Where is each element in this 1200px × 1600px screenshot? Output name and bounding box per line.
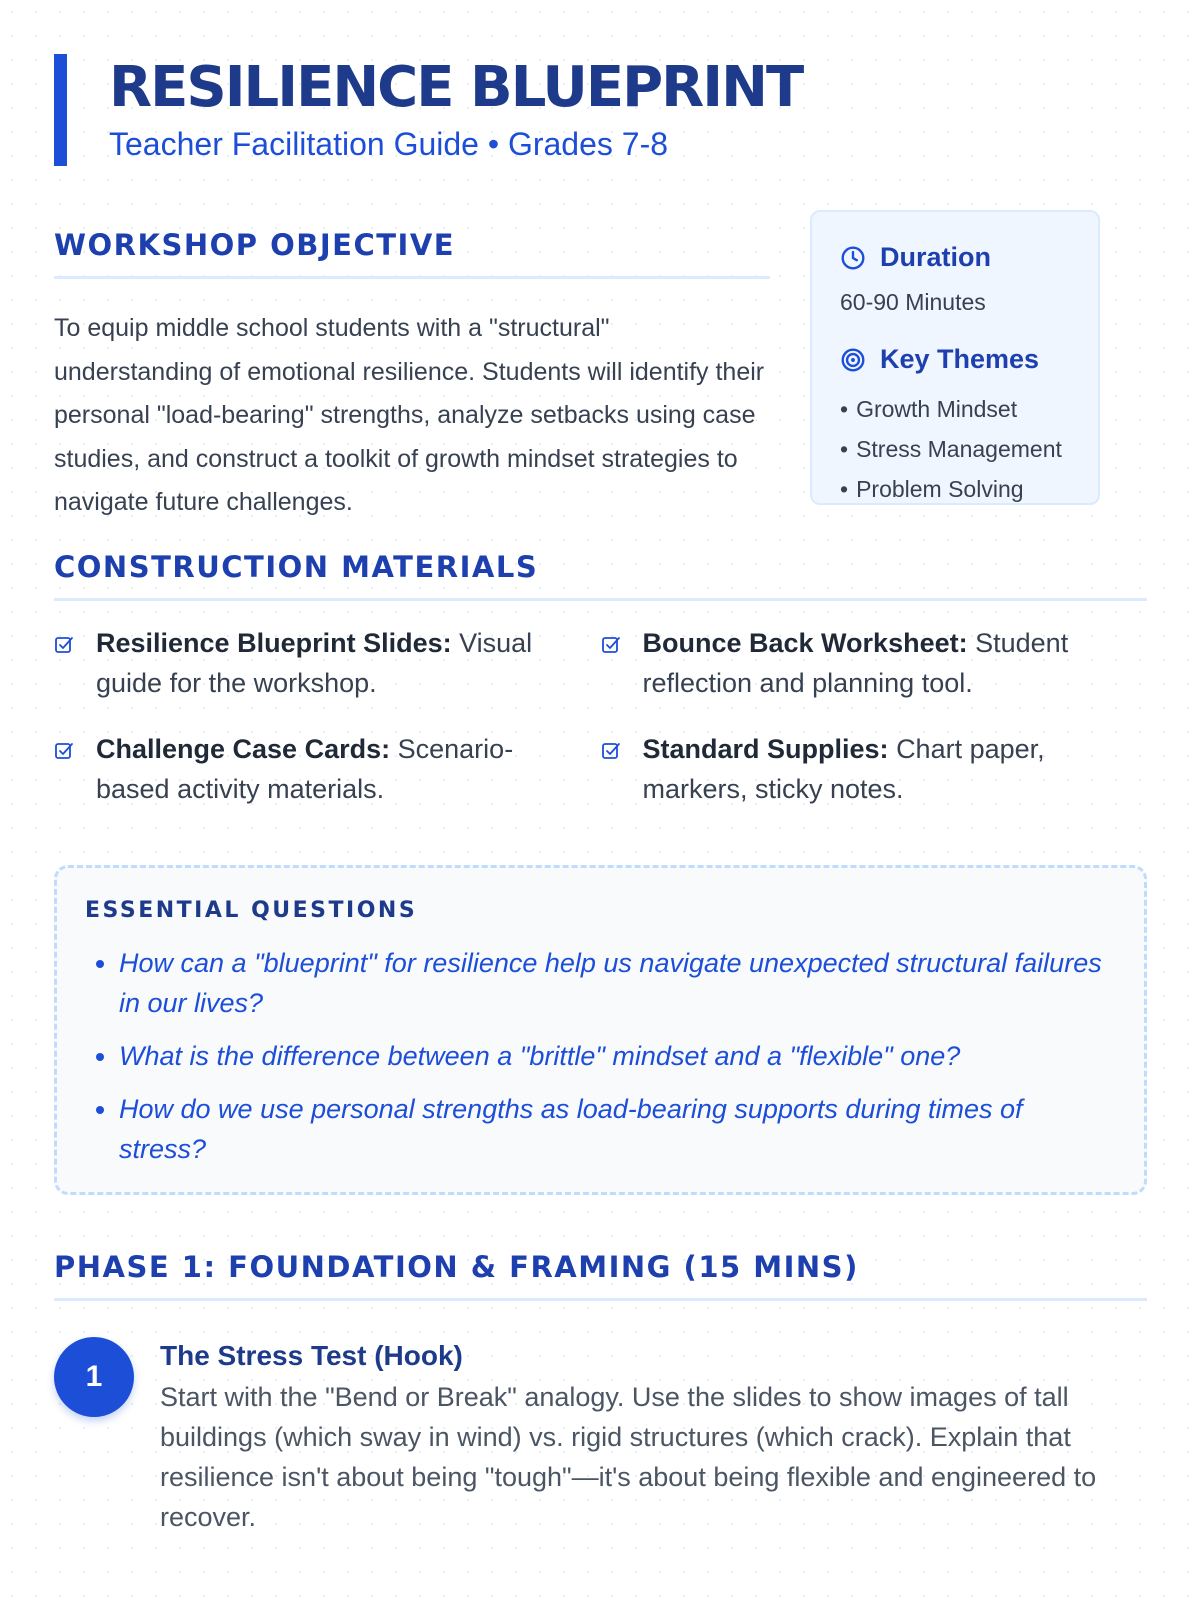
themes-label: Key Themes xyxy=(880,344,1040,374)
workshop-objective xyxy=(54,228,770,525)
materials-grid xyxy=(54,623,1147,835)
step-body xyxy=(160,1337,1147,1537)
construction-materials xyxy=(54,550,1147,835)
questions-list xyxy=(85,943,1116,1169)
essential-questions xyxy=(54,865,1147,1195)
question-item: • How can a "blueprint" for resilience help us navigate unexpected structural failures in our lives? xyxy=(119,943,1116,1023)
material-name: Bounce Back Worksheet: xyxy=(642,628,968,658)
questions-heading: ESSENTIAL QUESTIONS xyxy=(85,898,418,923)
duration-value: 60-90 Minutes xyxy=(840,289,986,315)
materials-heading: CONSTRUCTION MATERIALS xyxy=(54,550,1147,601)
step-description: Start with the "Bend or Break" analogy. Use the slides to show images of tall buildings (which sway in wind) vs. rigid structures (which crack). Explain that resilience isn't about being "tough"—it's about being flexible and engineered to recover. xyxy=(160,1382,1097,1532)
phase-heading: PHASE 1: FOUNDATION & FRAMING (15 MINS) xyxy=(54,1250,1147,1301)
checkbox-icon xyxy=(601,635,621,655)
step-title: The Stress Test (Hook) xyxy=(160,1340,463,1371)
material-item xyxy=(54,623,601,703)
material-item xyxy=(54,729,601,809)
page-subtitle: Teacher Facilitation Guide • Grades 7-8 xyxy=(109,126,669,162)
material-desc: Visual guide for the workshop. xyxy=(96,628,533,698)
page-header xyxy=(54,54,1147,166)
material-text xyxy=(96,623,601,703)
theme-item: • Problem Solving xyxy=(840,469,1098,509)
material-desc: Chart paper, markers, sticky notes. xyxy=(642,734,1045,804)
step-item xyxy=(54,1337,1147,1537)
checkbox-icon xyxy=(54,741,74,761)
objective-heading: WORKSHOP OBJECTIVE xyxy=(54,228,770,279)
material-desc: Student reflection and planning tool. xyxy=(642,628,1069,698)
question-item: • What is the difference between a "brittle" mindset and a "flexible" one? xyxy=(119,1036,1116,1076)
question-item: • How do we use personal strengths as load-bearing supports during times of stress? xyxy=(119,1089,1116,1169)
material-name: Standard Supplies: xyxy=(642,734,889,764)
material-text xyxy=(643,729,1148,809)
objective-text: To equip middle school students with a "structural" understanding of emotional resilience. Students will identify their personal "load-bearing" strengths, analyze setbacks using case studies, and construct a toolkit of growth mindset strategies to navigate future challenges. xyxy=(54,314,765,516)
theme-item: • Stress Management xyxy=(840,429,1098,469)
material-name: Resilience Blueprint Slides: xyxy=(96,628,452,658)
material-item xyxy=(601,623,1148,703)
themes-header xyxy=(840,344,1098,375)
accent-bar xyxy=(54,54,67,166)
duration-header xyxy=(840,242,1098,273)
material-item xyxy=(601,729,1148,809)
material-text xyxy=(96,729,601,809)
step-number-badge: 1 xyxy=(54,1337,134,1417)
material-desc: Scenario-based activity materials. xyxy=(96,734,514,804)
guide-page xyxy=(54,54,1147,1537)
page-title: RESILIENCE BLUEPRINT xyxy=(109,55,803,120)
checkbox-icon xyxy=(54,635,74,655)
target-icon xyxy=(840,347,866,373)
objective-row xyxy=(54,210,1147,550)
clock-icon xyxy=(840,245,866,271)
themes-list xyxy=(840,389,1098,509)
checkbox-icon xyxy=(601,741,621,761)
info-sidebar xyxy=(810,210,1100,505)
material-text xyxy=(643,623,1148,703)
duration-label: Duration xyxy=(880,242,991,272)
material-name: Challenge Case Cards: xyxy=(96,734,391,764)
phase-1 xyxy=(54,1250,1147,1537)
theme-item: • Growth Mindset xyxy=(840,389,1098,429)
